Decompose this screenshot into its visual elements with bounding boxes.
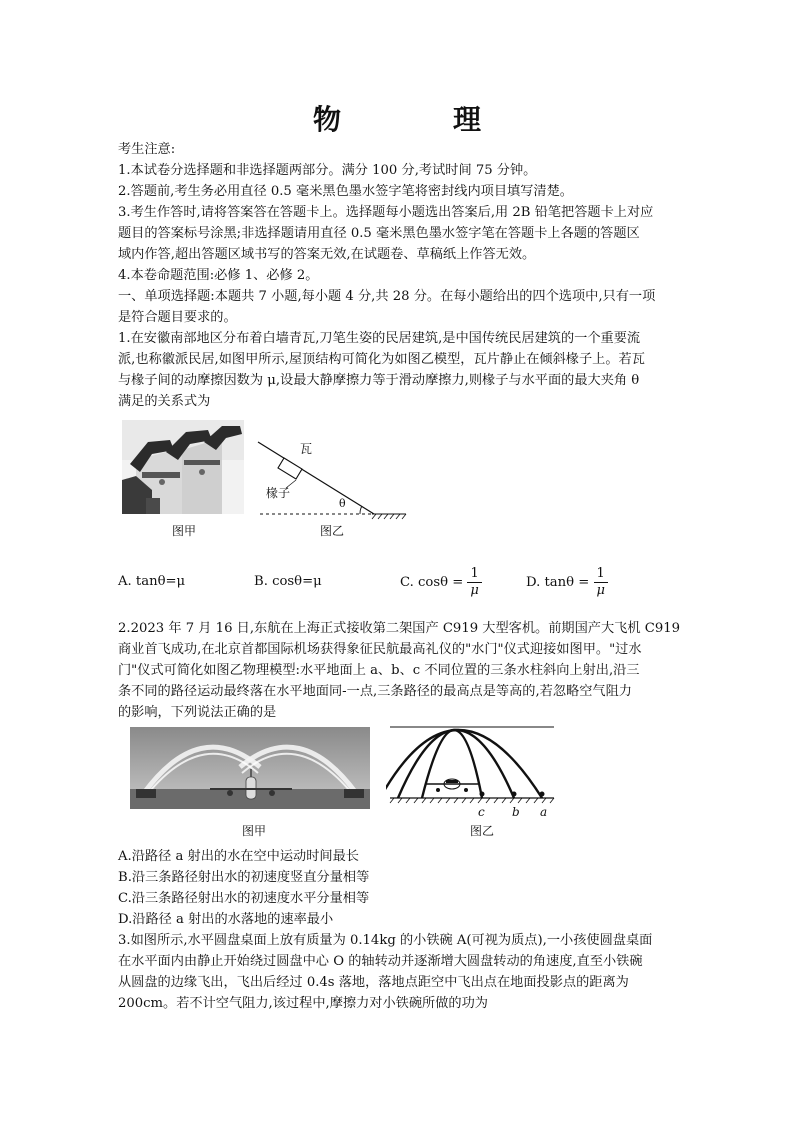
q2-point-b-label: b (512, 805, 520, 819)
q3-text: 3.如图所示,水平圆盘桌面上放有质量为 0.14kg 的小铁碗 A(可视为质点),一小孩使圆盘桌面 (118, 933, 653, 948)
q1-text: 派,也称徽派民居,如图甲所示,屋顶结构可简化为如图乙模型，瓦片静止在倾斜椽子上。若瓦 (118, 352, 645, 367)
notice-item: 3.考生作答时,请将答案答在答题卡上。选择题每小题选出答案后,用 2B 铅笔把答题卡上对应 (118, 205, 654, 220)
q2-point-a-label: a (540, 805, 548, 819)
q1-option-d-prefix: D. tanθ = (526, 575, 590, 590)
q2-figure-b-label: 图乙 (470, 824, 495, 838)
q2-option-c: C.沿三条路径射出水的初速度水平分量相等 (118, 891, 370, 906)
fraction-numerator: 1 (594, 566, 608, 583)
q2-text: 条不同的路径运动最终落在水平地面同-一点,三条路径的最高点是等高的,若忽略空气阻力 (118, 684, 632, 699)
q1-option-d (526, 566, 608, 599)
q1-option-c-fraction (467, 566, 481, 599)
q1-option-d-fraction (594, 566, 608, 599)
q1-text: 满足的关系式为 (118, 394, 211, 409)
q2-figure-b-trajectory-diagram (386, 722, 558, 814)
notice-item: 2.答题前,考生务必用直径 0.5 毫米黑色墨水签字笔将密封线内项目填写清楚。 (118, 184, 573, 199)
q1-option-c (400, 566, 482, 599)
q2-point-c-label: c (478, 805, 485, 819)
notice-item: 域内作答,超出答题区域书写的答案无效,在试题卷、草稿纸上作答无效。 (118, 247, 536, 262)
q3-text: 从圆盘的边缘飞出，飞出后经过 0.4s 落地，落地点距空中飞出点在地面投影点的距离为 (118, 975, 629, 990)
q1-text: 1.在安徽南部地区分布着白墙青瓦,刀笔生姿的民居建筑,是中国传统民居建筑的一个重要流 (118, 331, 641, 346)
section-heading: 一、单项选择题:本题共 7 小题,每小题 4 分,共 28 分。在每小题给出的四个选项中,只有一项 (118, 289, 656, 304)
q3-text: 200cm。若不计空气阻力,该过程中,摩擦力对小铁碗所做的功为 (118, 996, 488, 1011)
fraction-numerator: 1 (467, 566, 481, 583)
notice-heading: 考生注意: (118, 142, 176, 157)
q3-text: 在水平面内由静止开始绕过圆盘中心 O 的轴转动并逐渐增大圆盘转动的角速度,直至小铁碗 (118, 954, 643, 969)
q1-rafter-label: 椽子 (266, 486, 291, 500)
q2-text: 商业首飞成功,在北京首都国际机场获得象征民航最高礼仪的"水门"仪式迎接如图甲。"过水 (118, 642, 642, 657)
fraction-denominator: μ (470, 583, 479, 598)
q1-figure-a-label: 图甲 (172, 524, 197, 538)
notice-item: 1.本试卷分选择题和非选择题两部分。满分 100 分,考试时间 75 分钟。 (118, 163, 537, 178)
q1-option-a: A. tanθ=μ (118, 574, 186, 589)
section-heading: 是符合题目要求的。 (118, 310, 237, 325)
q1-angle-label: θ (339, 497, 346, 510)
q1-option-c-prefix: C. cosθ = (400, 575, 464, 590)
page-title: 物 理 (312, 103, 523, 136)
q2-option-b: B.沿三条路径射出水的初速度竖直分量相等 (118, 870, 370, 885)
fraction-denominator: μ (596, 583, 605, 598)
q2-text: 的影响，下列说法正确的是 (118, 705, 277, 720)
q1-text: 与椽子间的动摩擦因数为 μ,设最大静摩擦力等于滑动摩擦力,则椽子与水平面的最大夹角 θ (118, 373, 640, 388)
notice-item: 题目的答案标号涂黑;非选择题请用直径 0.5 毫米黑色墨水签字笔在答题卡上各题的答题区 (118, 226, 640, 241)
q1-option-b: B. cosθ=μ (254, 574, 322, 589)
q1-figure-b-label: 图乙 (320, 524, 345, 538)
q2-option-d: D.沿路径 a 射出的水落地的速率最小 (118, 912, 334, 927)
q2-text: 门"仪式可简化如图乙物理模型:水平地面上 a、b、c 不同位置的三条水柱斜向上射出,沿三 (118, 663, 640, 678)
notice-item: 4.本卷命题范围:必修 1、必修 2。 (118, 268, 319, 283)
q1-tile-label: 瓦 (300, 442, 313, 456)
q1-figure-a-roof-photo (122, 420, 244, 514)
q2-figure-a-label: 图甲 (242, 824, 267, 838)
q2-text: 2.2023 年 7 月 16 日,东航在上海正式接收第二架国产 C919 大型客机。前期国产大飞机 C919 (118, 621, 680, 636)
q2-option-a: A.沿路径 a 射出的水在空中运动时间最长 (118, 849, 359, 864)
q2-figure-a-water-salute-photo (130, 727, 370, 809)
q1-figure-b-incline-diagram (256, 438, 408, 520)
